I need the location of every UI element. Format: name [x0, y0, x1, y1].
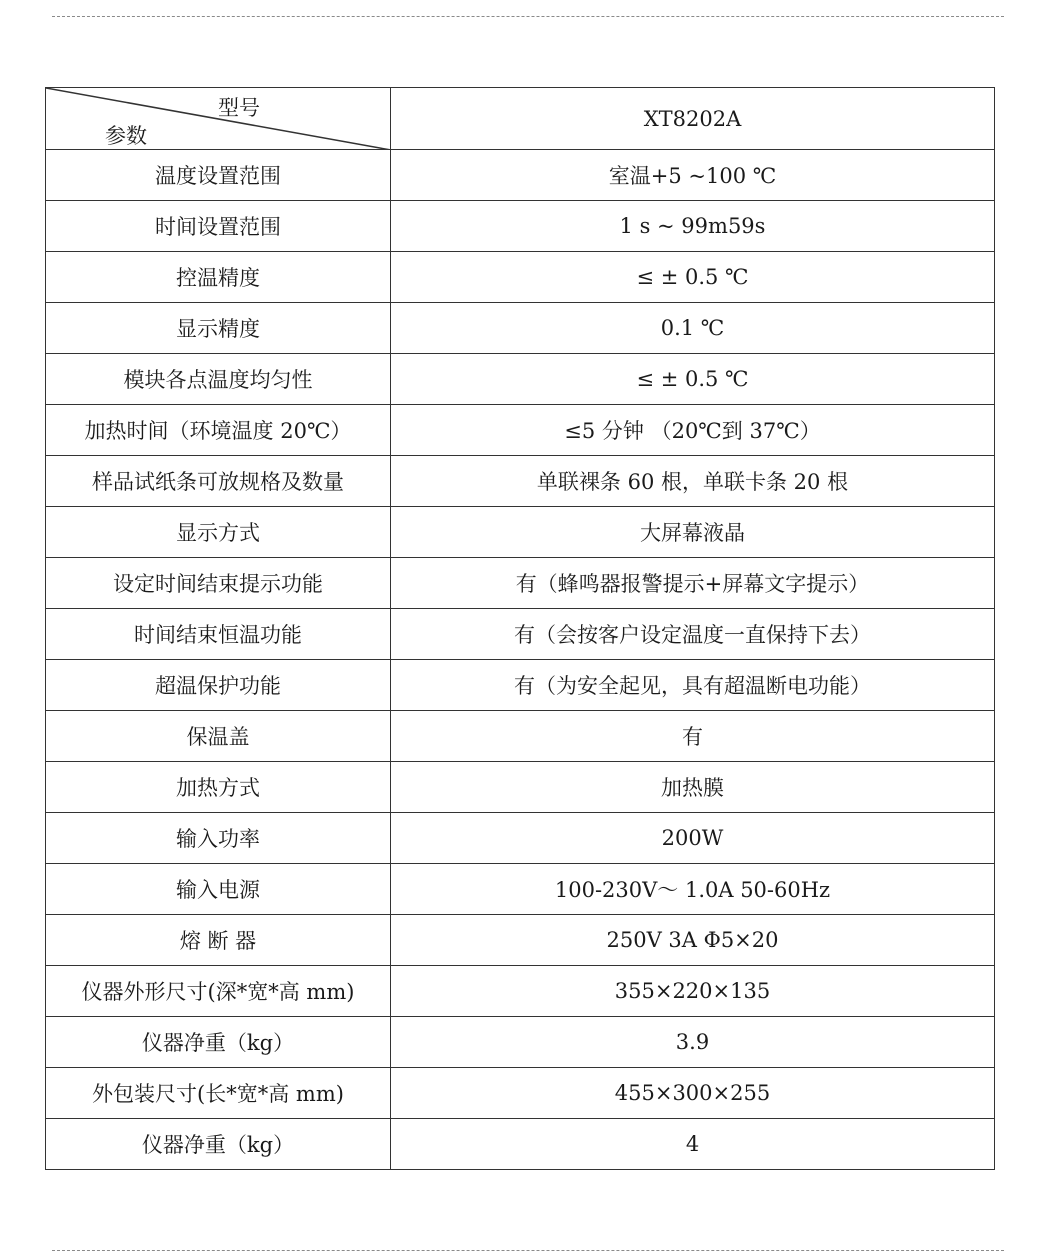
param-name-cell: 超温保护功能 — [46, 660, 391, 711]
param-value-cell: 室温+5 ~100 ℃ — [391, 150, 995, 201]
table-row — [46, 405, 995, 456]
param-name-cell: 保温盖 — [46, 711, 391, 762]
param-name-cell: 显示方式 — [46, 507, 391, 558]
param-name-cell: 设定时间结束提示功能 — [46, 558, 391, 609]
model-header-label: 型号 — [218, 96, 260, 120]
param-value-cell: 加热膜 — [391, 762, 995, 813]
param-name-cell: 模块各点温度均匀性 — [46, 354, 391, 405]
table-row — [46, 813, 995, 864]
param-name-cell: 加热时间（环境温度 20℃） — [46, 405, 391, 456]
table-header-row — [46, 88, 995, 150]
param-value-cell: 大屏幕液晶 — [391, 507, 995, 558]
param-name-cell: 时间结束恒温功能 — [46, 609, 391, 660]
param-header-label: 参数 — [105, 124, 147, 148]
table-row — [46, 252, 995, 303]
table-row — [46, 711, 995, 762]
param-name-cell: 仪器净重（kg） — [46, 1017, 391, 1068]
param-value-cell: 有 — [391, 711, 995, 762]
table-row — [46, 201, 995, 252]
param-value-cell: 455×300×255 — [391, 1068, 995, 1119]
table-row — [46, 507, 995, 558]
top-dashed-divider — [52, 16, 1004, 17]
param-value-cell: 有（会按客户设定温度一直保持下去） — [391, 609, 995, 660]
table-row — [46, 354, 995, 405]
table-row — [46, 609, 995, 660]
param-value-cell: ≤5 分钟 （20℃到 37℃） — [391, 405, 995, 456]
param-name-cell: 加热方式 — [46, 762, 391, 813]
param-value-cell: ≤ ± 0.5 ℃ — [391, 354, 995, 405]
table-row — [46, 558, 995, 609]
param-value-cell: 有（蜂鸣器报警提示+屏幕文字提示） — [391, 558, 995, 609]
table-row — [46, 1068, 995, 1119]
param-value-cell: 3.9 — [391, 1017, 995, 1068]
param-name-cell: 控温精度 — [46, 252, 391, 303]
param-name-cell: 样品试纸条可放规格及数量 — [46, 456, 391, 507]
spec-table — [45, 87, 995, 1170]
table-row — [46, 150, 995, 201]
param-name-cell: 输入功率 — [46, 813, 391, 864]
param-value-cell: 4 — [391, 1119, 995, 1170]
param-name-cell: 时间设置范围 — [46, 201, 391, 252]
param-name-cell: 仪器净重（kg） — [46, 1119, 391, 1170]
param-name-cell: 温度设置范围 — [46, 150, 391, 201]
table-row — [46, 660, 995, 711]
param-value-cell: 250V 3A Φ5×20 — [391, 915, 995, 966]
param-name-cell: 外包装尺寸(长*宽*高 mm) — [46, 1068, 391, 1119]
param-value-cell: 100-230V～ 1.0A 50-60Hz — [391, 864, 995, 915]
param-value-cell: 1 s ~ 99m59s — [391, 201, 995, 252]
table-row — [46, 1017, 995, 1068]
param-value-cell: 有（为安全起见，具有超温断电功能） — [391, 660, 995, 711]
param-value-cell: 355×220×135 — [391, 966, 995, 1017]
model-value: XT8202A — [391, 88, 995, 150]
param-value-cell: 0.1 ℃ — [391, 303, 995, 354]
param-name-cell: 熔 断 器 — [46, 915, 391, 966]
param-value-cell: ≤ ± 0.5 ℃ — [391, 252, 995, 303]
table-row — [46, 966, 995, 1017]
param-name-cell: 仪器外形尺寸(深*宽*高 mm) — [46, 966, 391, 1017]
bottom-dashed-divider — [52, 1250, 1004, 1251]
table-row — [46, 864, 995, 915]
param-name-cell: 输入电源 — [46, 864, 391, 915]
param-value-cell: 单联裸条 60 根，单联卡条 20 根 — [391, 456, 995, 507]
table-row — [46, 303, 995, 354]
param-value-cell: 200W — [391, 813, 995, 864]
table-row — [46, 762, 995, 813]
param-name-cell: 显示精度 — [46, 303, 391, 354]
table-row — [46, 915, 995, 966]
diagonal-header-cell — [46, 88, 391, 150]
table-row — [46, 456, 995, 507]
table-row — [46, 1119, 995, 1170]
